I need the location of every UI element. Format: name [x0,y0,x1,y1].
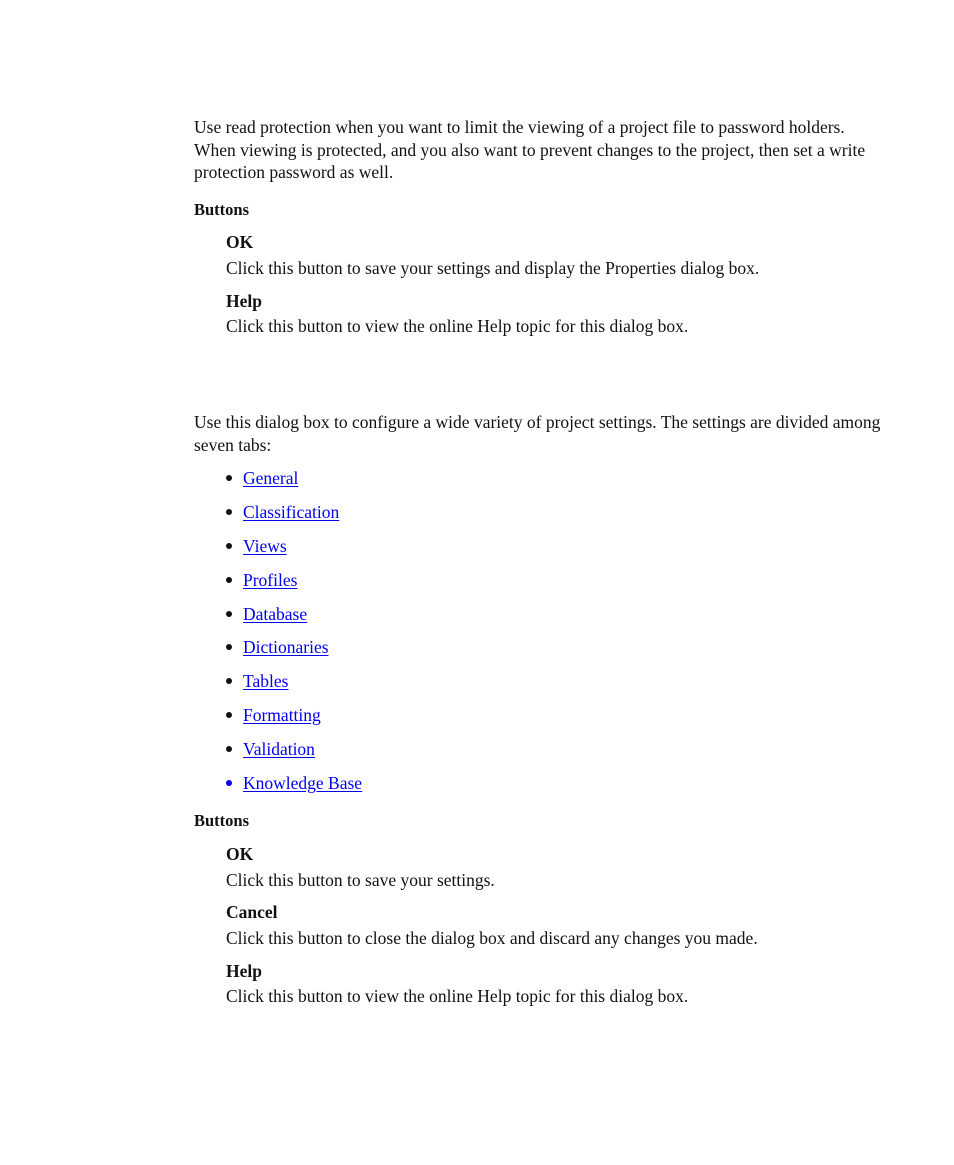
bullet-icon [226,644,232,650]
link-formatting[interactable]: Formatting [243,705,321,726]
link-dictionaries[interactable]: Dictionaries [243,637,329,658]
read-protection-intro: Use read protection when you want to limit the viewing of a project file to password holders. When viewing is protected, and you also want to prevent changes to the project, then set a write protection password as well. [194,117,866,183]
help-term-1: Help [226,291,262,311]
ok-description-1: Click this button to save your settings and display the Properties dialog box. [226,258,760,278]
bullet-icon [226,611,232,617]
link-profiles[interactable]: Profiles [243,569,298,590]
bullet-icon [226,475,232,481]
bullet-icon [226,780,232,786]
bullet-icon [226,543,232,549]
tab-link-list [226,467,362,806]
list-item [226,535,362,569]
link-views[interactable]: Views [243,535,287,556]
bullet-icon [226,577,232,583]
list-item [226,603,362,637]
list-item [226,772,362,806]
bullet-icon [226,678,232,684]
link-general[interactable]: General [243,468,299,488]
list-item [226,738,362,772]
ok-description-2: Click this button to save your settings. [226,870,495,890]
link-tables[interactable]: Tables [243,671,289,692]
buttons-heading-1: Buttons [194,200,250,219]
cancel-term-2: Cancel [226,902,278,922]
help-description-1: Click this button to view the online Help topic for this dialog box. [226,316,689,336]
bullet-icon [226,712,232,718]
properties-intro: Use this dialog box to configure a wide variety of project settings. The settings are divided among seven tabs: [194,412,881,455]
link-classification[interactable]: Classification [243,501,340,522]
cancel-description-2: Click this button to close the dialog box and discard any changes you made. [226,928,758,948]
link-database[interactable]: Database [243,603,308,624]
list-item [226,636,362,670]
list-item [226,569,362,603]
ok-term-1: OK [226,232,254,252]
list-item [226,670,362,704]
list-item [226,704,362,738]
link-knowledge-base[interactable]: Knowledge Base [243,773,363,794]
help-term-2: Help [226,961,262,981]
help-description-2: Click this button to view the online Help topic for this dialog box. [226,986,689,1006]
list-item [226,501,362,535]
ok-term-2: OK [226,844,254,864]
list-item [226,467,362,501]
buttons-heading-2: Buttons [194,811,250,830]
bullet-icon [226,746,232,752]
bullet-icon [226,509,232,515]
link-validation[interactable]: Validation [243,739,315,760]
